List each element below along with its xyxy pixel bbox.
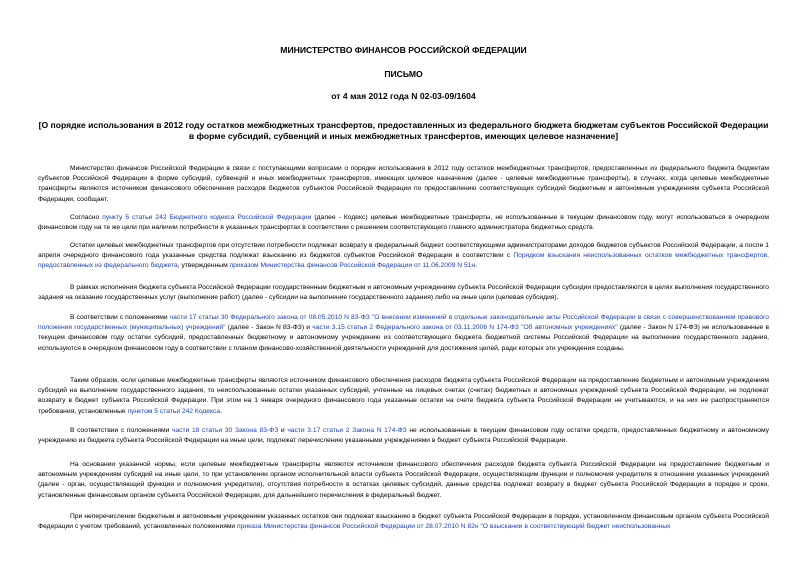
ministry-heading: МИНИСТЕРСТВО ФИНАНСОВ РОССИЙСКОЙ ФЕДЕРАЦИИ [280,45,527,55]
paragraph-text: В соответствии с положениями [70,314,170,321]
paragraph-text: (далее - Закон N 83-ФЗ) и [225,324,313,332]
paragraph-6 [38,376,769,417]
link-order-82n[interactable]: приказа Министерства финансов Российской Федерации от 28.07.2010 N 82н "О взыскании в соответствующий бюджет неиспользованных [237,523,671,531]
paragraph-text: не использованные в текущем финансовом году остатки средств, предоставленных бюджетному и автономному учреждению из бюджета субъекта Российской Федерации на иные цели, подлежат перечислению указанными учреждениями в бюджет субъекта Российской Федерации. [38,427,769,445]
paragraph-8: На основании указанной нормы, если целевые межбюджетные трансферты являются источником финансового обеспечения расходов бюджета субъекта Российской Федерации на предоставление бюджетным и автономным учреждениям субсидий на иные цели, то при установлении органом исполнительной власти субъекта Российской Федерации, осуществляющим функции и полномочия учредителя в отношении указанных учреждений (далее - орган, осуществляющий функции и полномочия учредителя), отсутствия потребности в остатках целевых субсидий, данные средства подлежат возврату в бюджет субъекта Российской Федерации в порядке и сроки, установленные финансовым органом субъекта Российской Федерации, для дальнейшего перечисления в федеральный бюджет. [38,461,769,499]
paragraph-text: Таким образом, если целевые межбюджетные трансферты являются источником финансового обеспечения расходов бюджета субъекта Российской Федерации на предоставление бюджетным и автономным учреждениям субсидий на выполнение государственного задания, то неиспользованные остатки указанных субсидий, учтенные на лицевых счетах (счетах) бюджетных и автономных учреждений субъекта Российской Федерации, не подлежат возврату в бюджет субъекта Российской Федерации. При этом на 1 января очередного финансового года указанные остатки на счете бюджета субъекта Российской Федерации не учитываются, и на них не распространяются требования, установленные [38,377,769,415]
paragraph-text: В соответствии с положениями [70,427,172,434]
link-budget-code-art242[interactable]: пункту 5 статьи 242 Бюджетного кодекса Российской Федерации [102,214,312,221]
link-law-83fz[interactable]: части 17 статьи 30 Федерального закона от 08.05.2010 N 83-ФЗ "О внесении изменений в отдельные законодательные акты Российской Федерации в связи с совершенствованием правового положения государственных (муниципальных) учреждений" [38,314,769,332]
paragraph-3 [38,241,769,272]
paragraph-text: Остатки целевых межбюджетных трансфертов при отсутствии потребности подлежат возврату в федеральный бюджет соответствующими администраторами доходов бюджетов субъектов Российской Федерации, а после 1 апреля очередного финансового года указанные средства подлежат взысканию из бюджетов субъектов Российской Федерации в соответствии с [38,242,769,260]
paragraph-4: В рамках исполнения бюджета субъекта Российской Федерации государственным бюджетным и автономным учреждениям субъекта Российской Федерации субсидии предоставляются в целях выполнения государственного задания на оказание государственных услуг (выполнение работ) (далее - субсидии на выполнение государственного задания) либо на иные цели (целевая субсидия). [38,284,769,302]
paragraph-text: . [220,407,222,415]
document-type: ПИСЬМО [384,69,423,79]
document-subject: [О порядке использования в 2012 году остатков межбюджетных трансфертов, предоставленных из федерального бюджета бюджетам субъектов Российской Федерации в форме субсидий, субвенций и иных межбюджетных трансфертов, имеющих целевое назначение] [38,120,769,141]
document-date-number: от 4 мая 2012 года N 02-03-09/1604 [331,91,476,101]
paragraph-2 [38,213,769,233]
link-law-83fz-part18[interactable]: части 18 статьи 30 Закона 83-ФЗ [171,427,279,434]
link-order-51n[interactable]: приказом Министерства финансов Российской Федерации от 11.06.2009 N 51н [229,262,476,270]
paragraph-1: Министерство финансов Российской Федерации в связи с поступающими вопросами о порядке использования в 2012 году остатков межбюджетных трансфертов, предоставленных из федерального бюджета бюджетам субъектов Российской Федерации в форме субсидий, субвенций и иных межбюджетных трансфертов, имеющих целевое назначение (далее - целевые межбюджетные трансферты), в случаях, когда целевые межбюджетные трансферты являются источником финансового обеспечения расходов бюджетов субъектов Российской Федерации по предоставлению соответствующих субсидий бюджетным и автономным учреждениям субъекта Российской Федерации, сообщает. [38,165,769,203]
paragraph-5 [38,313,769,354]
paragraph-text: , утвержденным [177,262,230,270]
paragraph-text: При неперечислении бюджетным и автономным учреждением указанных остатков они подлежат взысканию в бюджет субъекта Российской Федерации в порядке, установленном финансовым органом субъекта Российской Федерации с учетом требований, установленных положениями [38,513,769,531]
paragraph-9 [38,512,769,532]
paragraph-text: и [278,427,288,434]
link-recovery-procedure[interactable]: Порядком взыскания неиспользованных остатков межбюджетных трансфертов, предоставленных из федерального бюджета [38,252,770,270]
paragraph-text: . [475,262,477,270]
paragraph-7 [38,426,769,446]
link-law-174fz[interactable]: части 3.15 статьи 2 Федерального закона от 03.11.2006 N 174-ФЗ "Об автономных учреждениях" [312,324,618,332]
paragraph-text: Согласно [70,214,103,221]
link-code-art242-p5[interactable]: пунктом 5 статьи 242 Кодекса [127,407,221,415]
paragraph-text: (далее - Кодекс) целевые межбюджетные трансферты, не использованные в текущем финансовом году, могут использоваться в очередном финансовом году на те же цели при наличии потребности в указанных трансфертах в соответствии с решением соответствующего главного администратора бюджетных средств. [38,214,769,232]
paragraph-text: (далее - Закон N 174-ФЗ) не использованные в текущем финансовом году остатки субсидий, предоставленных бюджетному и автономному учреждению из соответствующего бюджета бюджетной системы Российской Федерации на выполнение государственного задания, используются в очередном финансовом году в соответствии с планом финансово-хозяйственной деятельности учреждений для достижения целей, ради которых эти учреждения созданы. [38,324,769,352]
link-law-174fz-part317[interactable]: части 3.17 статьи 2 Закона N 174-ФЗ [287,427,407,434]
